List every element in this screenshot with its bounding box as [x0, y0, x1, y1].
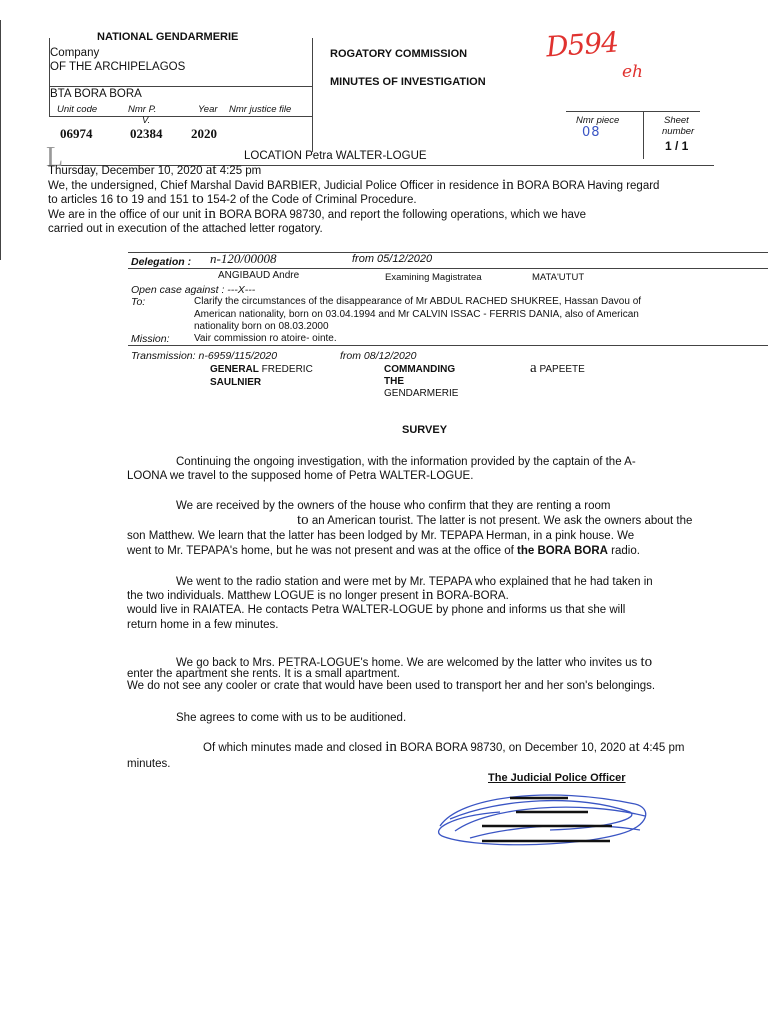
minutes-title: MINUTES OF INVESTIGATION	[330, 76, 486, 88]
to-line-1: Clarify the circumstances of the disappearance of Mr ABDUL RACHED SHUKREE, Hassan Davou of	[194, 296, 642, 307]
general-name: GENERAL FREDERIC	[210, 364, 313, 375]
unit-code-value: 06974	[60, 126, 93, 141]
delegation-from: from 05/12/2020	[352, 253, 433, 265]
closing-line-1: Of which minutes made and closed in BORA BORA 98730, on December 10, 2020 at 4:45 pm	[203, 739, 685, 755]
p2-line-3: son Matthew. We learn that the latter has been lodged by Mr. TEPAPA Herman, in a pink house. We	[127, 530, 635, 542]
officer-title: The Judicial Police Officer	[488, 772, 626, 784]
general-surname: SAULNIER	[210, 377, 262, 388]
intro-line-4: carried out in execution of the attached letter rogatory.	[48, 223, 323, 235]
signature-scribble	[430, 786, 660, 856]
p4-line-3: We do not see any cooler or crate that would have been used to transport her and her son's belongings.	[127, 680, 656, 692]
p2-line-2: to an American tourist. The latter is not present. We ask the owners about the	[297, 512, 693, 528]
date-line: Thursday, December 10, 2020 at 4:25 pm	[48, 162, 262, 178]
p2-line-1: We are received by the owners of the house who confirm that they are renting a room	[176, 500, 611, 512]
unit-code-label: Unit code	[57, 104, 98, 115]
intro-line-3: We are in the office of our unit in BORA BORA 98730, and report the following operations, which we have	[48, 206, 587, 222]
justice-file-label: Nmr justice file	[229, 104, 292, 115]
dropcap-letter: L	[46, 142, 64, 173]
year-label: Year	[198, 104, 218, 115]
header-sep-2	[49, 116, 312, 117]
company-label: Company	[50, 47, 100, 59]
delegation-rule-bottom	[128, 345, 768, 346]
sheet-value: 1 / 1	[665, 139, 689, 153]
papeete: a PAPEETE	[530, 360, 585, 376]
commanding-the: THE	[384, 376, 404, 387]
open-case: Open case against : ---X---	[131, 284, 256, 296]
mission-label: Mission:	[131, 333, 170, 345]
p1-line-1: Continuing the ongoing investigation, with the information provided by the captain of the A-	[176, 456, 636, 468]
to-line-3: nationality born on 08.03.2000	[194, 321, 329, 332]
page-edge-line	[0, 20, 1, 260]
year-value: 2020	[191, 126, 217, 141]
company-value: OF THE ARCHIPELAGOS	[50, 61, 186, 73]
p3-line-4: return home in a few minutes.	[127, 619, 279, 631]
nmr-p-label: Nmr P.	[128, 104, 157, 115]
nmr-piece-label: Nmr piece	[576, 115, 620, 126]
delegation-rule-mid	[128, 268, 768, 269]
handwritten-code: D594	[544, 25, 619, 64]
p2-line-4: went to Mr. TEPAPA's home, but he was not present and was at the office of the BORA BORA radio.	[127, 545, 640, 557]
p4-line-2: enter the apartment she rents. It is a small apartment.	[127, 668, 400, 680]
magistrate-name: ANGIBAUD Andre	[218, 270, 300, 281]
number-label: number	[662, 126, 695, 137]
piece-box-top	[566, 111, 700, 112]
handwritten-initials: eh	[622, 62, 644, 82]
sheet-label: Sheet	[664, 115, 689, 126]
p4-line-1: We go back to Mrs. PETRA-LOGUE's home. We are welcomed by the latter who invites us to	[176, 654, 653, 670]
commanding: COMMANDING	[384, 364, 456, 375]
rogatory-title: ROGATORY COMMISSION	[330, 48, 468, 60]
transmission-label: Transmission: n-6959/115/2020	[131, 350, 278, 362]
nmr-p-sub: V.	[142, 115, 151, 126]
p3-line-2: the two individuals. Matthew LOGUE is no longer present in BORA-BORA.	[127, 587, 509, 603]
p3-line-1: We went to the radio station and were met by Mr. TEPAPA who explained that he had taken in	[176, 576, 653, 588]
intro-line-2: to articles 16 to 19 and 151 to 154-2 of the Code of Criminal Procedure.	[48, 191, 417, 207]
commanding-gendarmerie: GENDARMERIE	[384, 388, 459, 399]
p3-line-3: would live in RAIATEA. He contacts Petra WALTER-LOGUE by phone and informs us that she will	[127, 604, 626, 616]
p1-line-2: LOONA we travel to the supposed home of Petra WALTER-LOGUE.	[127, 470, 474, 482]
nmr-p-value: 02384	[130, 126, 163, 141]
delegation-label: Delegation :	[131, 256, 192, 268]
org-name: NATIONAL GENDARMERIE	[97, 31, 239, 43]
location-line: LOCATION Petra WALTER-LOGUE	[244, 150, 427, 162]
header-sep	[49, 86, 312, 87]
transmission-from: from 08/12/2020	[340, 350, 417, 362]
piece-box-divider	[643, 111, 644, 159]
mission-text: Vair commission ro atoire- ointe.	[194, 333, 337, 344]
to-line-2: American nationality, born on 03.04.1994 and Mr CALVIN ISSAC - FERRIS DANIA, also of American	[194, 309, 639, 320]
header-mid-rule	[312, 38, 313, 152]
to-label: To:	[131, 296, 146, 308]
intro-line-1: We, the undersigned, Chief Marshal David BARBIER, Judicial Police Officer in residence in BORA BORA Having regard	[48, 177, 660, 193]
survey-title: SURVEY	[402, 424, 448, 436]
bta-name: BTA BORA BORA	[50, 88, 142, 100]
p5-line: She agrees to come with us to be auditioned.	[176, 712, 407, 724]
magistrate-role: Examining Magistratea	[385, 272, 482, 283]
magistrate-place: MATA'UTUT	[532, 272, 585, 283]
delegation-number: n-120/00008	[210, 251, 277, 266]
nmr-piece-value: 08	[582, 125, 601, 140]
closing-line-2: minutes.	[127, 758, 171, 770]
